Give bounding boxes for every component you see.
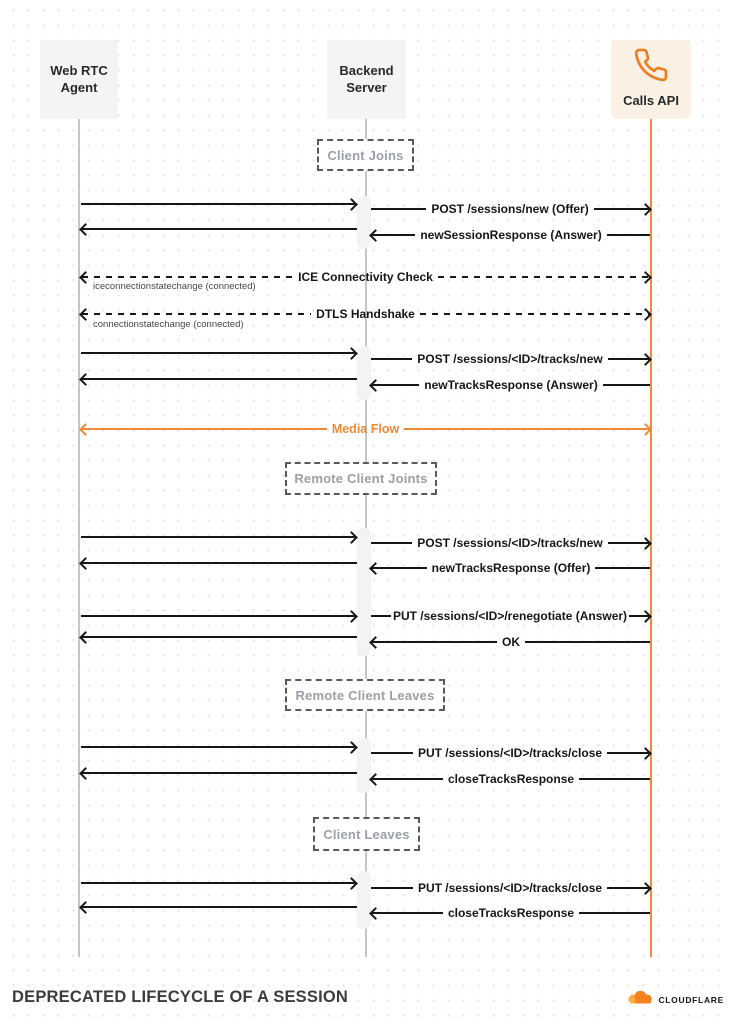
phase-label: Remote Client Joints [294,471,428,486]
dashed-line [82,313,311,315]
message-label: DTLS Handshake [316,307,415,321]
message-label: PUT /sessions/<ID>/renegotiate (Answer) [392,609,628,623]
activation-bar [357,528,371,656]
arrow-line [371,542,412,544]
arrowhead-left [369,907,382,920]
message-label: OK [502,635,520,649]
phase-label: Client Leaves [323,826,410,842]
phase-remote-client-joints [285,462,437,495]
arrow-line [404,428,649,430]
arrow-line [372,912,443,914]
message-label: newTracksResponse (Offer) [431,561,591,575]
arrow-line [371,752,413,754]
lifeline-webrtc-agent [78,119,80,957]
arrow-line [607,234,650,236]
arrow-line [372,641,497,643]
arrowhead-right [345,198,358,211]
message-label: newSessionResponse (Answer) [420,228,602,242]
arrowhead-left [79,631,92,644]
arrow-line [82,906,357,908]
arrow-line [82,378,357,380]
event-note: iceconnectionstatechange (connected) [93,281,256,292]
arrowhead-right [345,877,358,890]
cloudflare-logo-text: CLOUDFLARE [658,995,724,1005]
arrowhead-left [79,271,92,284]
arrow-line [82,562,357,564]
activation-bar [357,738,371,793]
actor-label: Calls API [623,92,679,108]
message-label: Media Flow [331,421,400,436]
arrowhead-left [369,773,382,786]
cloudflare-logo [624,988,724,1012]
arrowhead-left [79,373,92,386]
arrow-line [81,882,355,884]
arrowhead-left [79,767,92,780]
arrow-line [81,615,355,617]
message-label: PUT /sessions/<ID>/tracks/close [417,881,603,895]
message-label: POST /sessions/<ID>/tracks/new [417,536,603,550]
arrow-line [595,567,650,569]
arrow-line [579,778,650,780]
actor-backend-server [327,40,406,119]
actor-label: Web RTC Agent [50,62,108,95]
arrow-line [603,384,650,386]
arrowhead-right [345,531,358,544]
arrow-line [525,641,650,643]
dashed-line [438,276,649,278]
arrowhead-left [369,636,382,649]
arrow-line [81,746,355,748]
arrow-line [371,615,391,617]
activation-bar [357,871,371,929]
arrow-line [82,636,357,638]
arrowhead-right [345,347,358,360]
arrowhead-left [79,223,92,236]
arrow-line [82,772,357,774]
arrowhead-left [79,901,92,914]
arrow-line [371,208,426,210]
message-label: ICE Connectivity Check [298,270,433,284]
message-label: POST /sessions/<ID>/tracks/new [417,352,603,366]
message-label: newTracksResponse (Answer) [424,378,598,392]
event-note: connectionstatechange (connected) [93,319,244,330]
dashed-line [82,276,293,278]
arrow-line [81,536,355,538]
arrowhead-left [79,557,92,570]
arrow-line [82,228,357,230]
arrow-line [371,887,413,889]
arrow-line [81,203,355,205]
arrowhead-left [369,379,382,392]
arrowhead-left [79,308,92,321]
arrowhead-right [345,741,358,754]
arrow-line [579,912,650,914]
arrow-line [372,778,443,780]
phase-label: Remote Client Leaves [295,687,435,703]
arrowhead-left [79,423,92,436]
message-label: closeTracksResponse [447,906,575,920]
page-title: DEPRECATED LIFECYCLE OF A SESSION [12,988,349,1006]
message-label: POST /sessions/new (Offer) [431,202,589,216]
cloudflare-cloud-icon [624,988,654,1012]
phase-client-leaves [313,817,420,851]
actor-calls-api [611,40,691,119]
phase-remote-client-leaves [285,679,445,711]
message-label: PUT /sessions/<ID>/tracks/close [417,746,603,760]
activation-bar [357,346,371,400]
arrowhead-right [345,610,358,623]
dashed-line [420,313,649,315]
message-label: closeTracksResponse [447,772,575,786]
phone-icon [633,47,669,88]
phase-client-joins [317,139,414,171]
actor-webrtc-agent [40,40,118,119]
arrow-line [81,352,355,354]
arrow-line [371,358,412,360]
lifeline-calls-api [650,119,652,957]
actor-label: Backend Server [339,62,394,95]
arrowhead-left [369,562,382,575]
arrowhead-left [369,229,382,242]
activation-bar [357,196,371,249]
arrow-line [82,428,327,430]
phase-label: Client Joins [327,147,404,163]
